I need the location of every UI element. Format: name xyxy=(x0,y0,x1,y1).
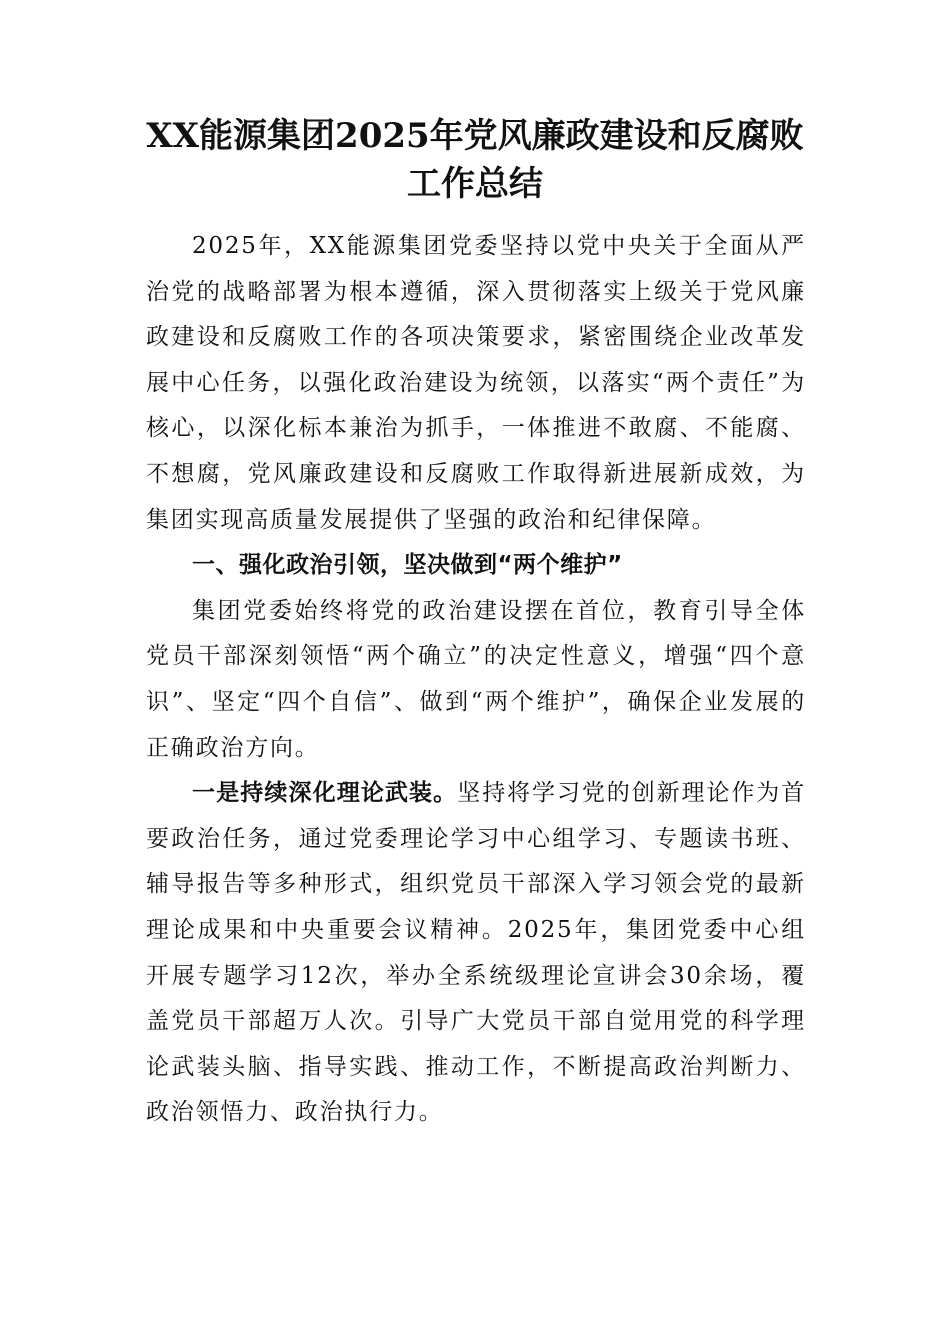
item-1-lead: 一是持续深化理论武装。 xyxy=(192,780,458,807)
item-1-body: 坚持将学习党的创新理论作为首要政治任务，通过党委理论学习中心组学习、专题读书班、辅导报告等多种形式，组织党员干部深入学习领会党的最新理论成果和中央重要会议精神。2025年，集团党委中心组开展专题学习12次，举办全系统级理论宣讲会30余场，覆盖党员干部超万人次。引导广大党员干部自觉用党的科学理论武装头脑、指导实践、推动工作，不断提高政治判断力、政治领悟力、政治执行力。 xyxy=(146,780,807,1126)
document-title: XX能源集团2025年党风廉政建设和反腐败工作总结 xyxy=(146,116,804,204)
item-1-paragraph xyxy=(146,771,806,1136)
document-body xyxy=(146,224,806,1136)
section-1-paragraph: 集团党委始终将党的政治建设摆在首位，教育引导全体党员干部深刻领悟“两个确立”的决定性意义，增强“四个意识”、坚定“四个自信”、做到“两个维护”，确保企业发展的正确政治方向。 xyxy=(146,597,806,761)
intro-paragraph: 2025年，XX能源集团党委坚持以党中央关于全面从严治党的战略部署为根本遵循，深入贯彻落实上级关于党风廉政建设和反腐败工作的各项决策要求，紧密围绕企业改革发展中心任务，以强化政治建设为统领，以落实“两个责任”为核心，以深化标本兼治为抓手，一体推进不敢腐、不能腐、不想腐，党风廉政建设和反腐败工作取得新进展新成效，为集团实现高质量发展提供了坚强的政治和纪律保障。 xyxy=(146,233,806,533)
section-1-heading: 一、强化政治引领，坚决做到“两个维护” xyxy=(192,552,623,579)
